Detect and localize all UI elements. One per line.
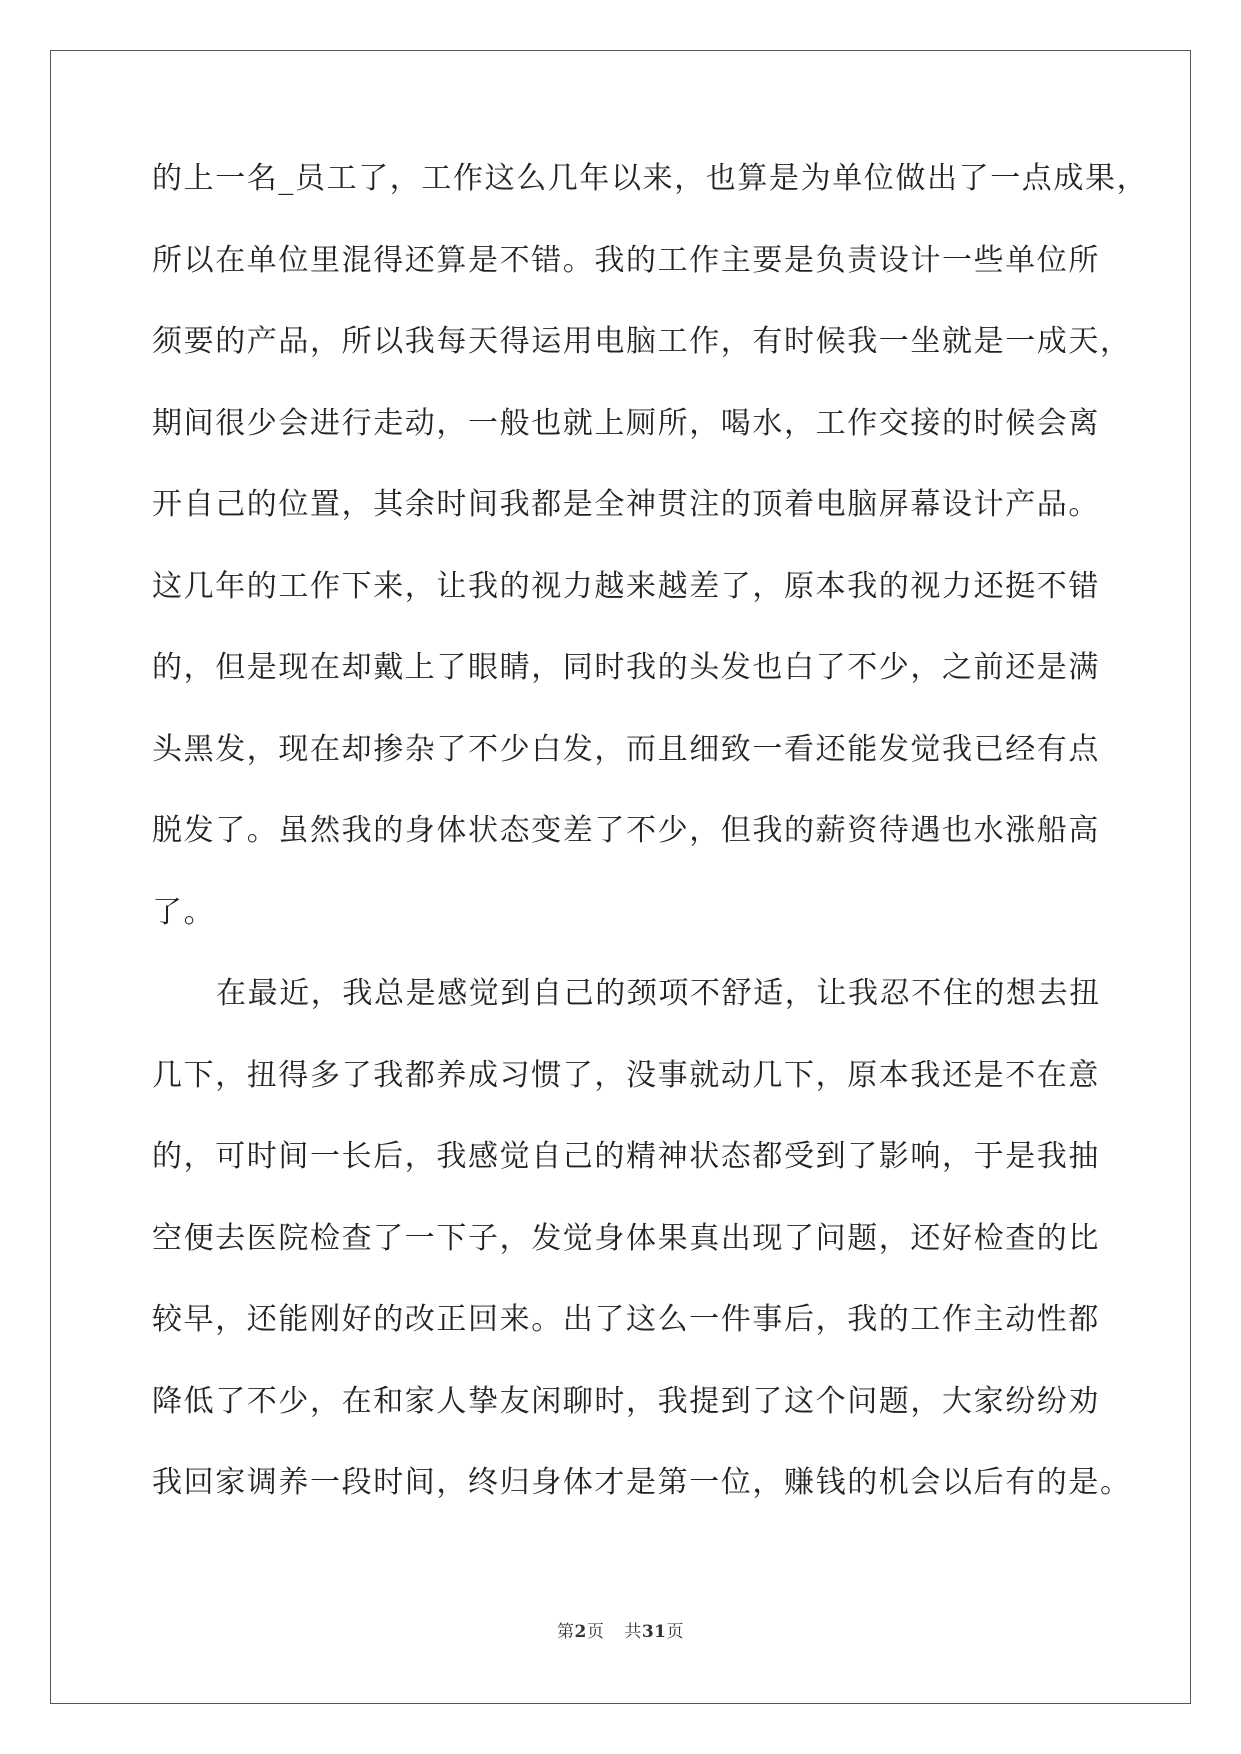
text-line: 空便去医院检查了一下子，发觉身体果真出现了问题，还好检查的比 — [152, 1220, 1100, 1256]
text-line: 较早，还能刚好的改正回来。出了这么一件事后，我的工作主动性都 — [152, 1302, 1100, 1337]
text-line: 的上一名_员工了，工作这么几年以来，也算是为单位做出了一点成果， — [152, 161, 1149, 196]
page-footer — [0, 1617, 1241, 1642]
text-line-indented: 在最近，我总是感觉到自己的颈项不舒适，让我忍不住的想去扭 — [216, 976, 1101, 1011]
text-line: 我回家调养一段时间，终归身体才是第一位，赚钱的机会以后有的是。 — [152, 1465, 1132, 1500]
text-line: 这几年的工作下来，让我的视力越来越差了，原本我的视力还挺不错 — [152, 568, 1100, 604]
page-number-suffix: 页 — [586, 1622, 605, 1642]
text-line: 几下，扭得多了我都养成习惯了，没事就动几下，原本我还是不在意 — [152, 1057, 1100, 1093]
document-body — [152, 160, 1149, 1546]
text-line: 的，但是现在却戴上了眼睛，同时我的头发也白了不少，之前还是满 — [152, 650, 1100, 685]
text-line: 开自己的位置，其余时间我都是全神贯注的顶着电脑屏幕设计产品。 — [152, 487, 1100, 522]
text-line: 了。 — [152, 894, 216, 930]
text-line: 所以在单位里混得还算是不错。我的工作主要是负责设计一些单位所 — [152, 242, 1100, 278]
page-number-prefix: 第 — [556, 1622, 575, 1642]
page-number-total: 31 — [641, 1622, 667, 1642]
text-line: 须要的产品，所以我每天得运用电脑工作，有时候我一坐就是一成天， — [152, 324, 1132, 359]
text-line: 头黑发，现在却掺杂了不少白发，而且细致一看还能发觉我已经有点 — [152, 731, 1100, 767]
text-line: 降低了不少，在和家人挚友闲聊时，我提到了这个问题，大家纷纷劝 — [152, 1383, 1100, 1419]
page-number-current: 2 — [574, 1622, 587, 1642]
text-line: 的，可时间一长后，我感觉自己的精神状态都受到了影响，于是我抽 — [152, 1139, 1100, 1174]
page-total-suffix: 页 — [666, 1622, 684, 1642]
text-line: 期间很少会进行走动，一般也就上厕所，喝水，工作交接的时候会离 — [152, 405, 1100, 441]
text-line: 脱发了。虽然我的身体状态变差了不少，但我的薪资待遇也水涨船高 — [152, 813, 1100, 848]
page-total-prefix: 共 — [624, 1622, 642, 1642]
